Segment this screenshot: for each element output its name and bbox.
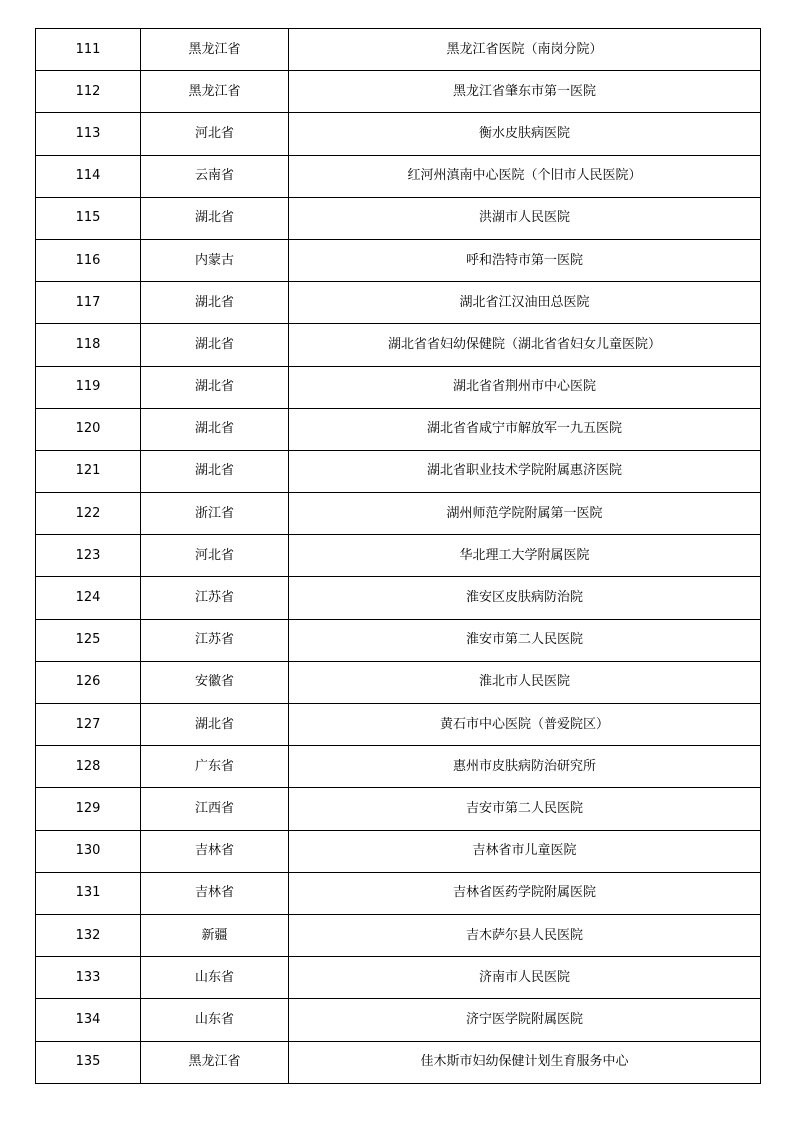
- hospital-name-cell: 吉木萨尔县人民医院: [289, 914, 761, 956]
- province-cell: 湖北省: [141, 324, 289, 366]
- province-cell: 吉林省: [141, 872, 289, 914]
- table-row: [36, 113, 761, 155]
- hospital-name-cell: 黑龙江省医院（南岗分院）: [289, 29, 761, 71]
- row-number-cell: 113: [36, 113, 141, 155]
- row-number-cell: 128: [36, 746, 141, 788]
- table-row: [36, 29, 761, 71]
- row-number-cell: 135: [36, 1041, 141, 1083]
- row-number-cell: 133: [36, 957, 141, 999]
- hospital-name-cell: 黑龙江省肇东市第一医院: [289, 71, 761, 113]
- hospital-name-cell: 湖北省省妇幼保健院（湖北省省妇女儿童医院）: [289, 324, 761, 366]
- table-row: [36, 830, 761, 872]
- hospital-name-cell: 吉林省医药学院附属医院: [289, 872, 761, 914]
- province-cell: 安徽省: [141, 661, 289, 703]
- province-cell: 内蒙古: [141, 239, 289, 281]
- table-row: [36, 197, 761, 239]
- row-number-cell: 121: [36, 450, 141, 492]
- row-number-cell: 123: [36, 535, 141, 577]
- table-row: [36, 282, 761, 324]
- table-row: [36, 450, 761, 492]
- province-cell: 山东省: [141, 999, 289, 1041]
- hospital-name-cell: 佳木斯市妇幼保健计划生育服务中心: [289, 1041, 761, 1083]
- province-cell: 湖北省: [141, 408, 289, 450]
- province-cell: 湖北省: [141, 197, 289, 239]
- table-row: [36, 704, 761, 746]
- hospital-name-cell: 湖州师范学院附属第一医院: [289, 493, 761, 535]
- province-cell: 黑龙江省: [141, 29, 289, 71]
- row-number-cell: 114: [36, 155, 141, 197]
- row-number-cell: 129: [36, 788, 141, 830]
- hospital-name-cell: 黄石市中心医院（普爱院区）: [289, 704, 761, 746]
- row-number-cell: 134: [36, 999, 141, 1041]
- hospital-name-cell: 济宁医学院附属医院: [289, 999, 761, 1041]
- hospital-name-cell: 红河州滇南中心医院（个旧市人民医院）: [289, 155, 761, 197]
- row-number-cell: 132: [36, 914, 141, 956]
- table-row: [36, 71, 761, 113]
- table-row: [36, 957, 761, 999]
- hospital-name-cell: 洪湖市人民医院: [289, 197, 761, 239]
- province-cell: 黑龙江省: [141, 1041, 289, 1083]
- province-cell: 江苏省: [141, 619, 289, 661]
- row-number-cell: 118: [36, 324, 141, 366]
- table-row: [36, 408, 761, 450]
- row-number-cell: 127: [36, 704, 141, 746]
- hospital-table-body: [36, 29, 761, 1084]
- table-row: [36, 746, 761, 788]
- row-number-cell: 125: [36, 619, 141, 661]
- table-row: [36, 366, 761, 408]
- row-number-cell: 111: [36, 29, 141, 71]
- table-row: [36, 535, 761, 577]
- province-cell: 湖北省: [141, 282, 289, 324]
- table-row: [36, 155, 761, 197]
- hospital-name-cell: 济南市人民医院: [289, 957, 761, 999]
- hospital-name-cell: 淮安市第二人民医院: [289, 619, 761, 661]
- province-cell: 浙江省: [141, 493, 289, 535]
- row-number-cell: 119: [36, 366, 141, 408]
- province-cell: 湖北省: [141, 450, 289, 492]
- hospital-name-cell: 吉林省市儿童医院: [289, 830, 761, 872]
- hospital-name-cell: 惠州市皮肤病防治研究所: [289, 746, 761, 788]
- row-number-cell: 115: [36, 197, 141, 239]
- hospital-name-cell: 湖北省江汉油田总医院: [289, 282, 761, 324]
- table-row: [36, 324, 761, 366]
- row-number-cell: 122: [36, 493, 141, 535]
- table-row: [36, 661, 761, 703]
- row-number-cell: 124: [36, 577, 141, 619]
- province-cell: 黑龙江省: [141, 71, 289, 113]
- table-row: [36, 577, 761, 619]
- hospital-name-cell: 呼和浩特市第一医院: [289, 239, 761, 281]
- row-number-cell: 117: [36, 282, 141, 324]
- province-cell: 江西省: [141, 788, 289, 830]
- row-number-cell: 131: [36, 872, 141, 914]
- province-cell: 新疆: [141, 914, 289, 956]
- hospital-name-cell: 湖北省省荆州市中心医院: [289, 366, 761, 408]
- hospital-name-cell: 湖北省职业技术学院附属惠济医院: [289, 450, 761, 492]
- row-number-cell: 116: [36, 239, 141, 281]
- table-row: [36, 872, 761, 914]
- hospital-name-cell: 淮安区皮肤病防治院: [289, 577, 761, 619]
- hospital-name-cell: 吉安市第二人民医院: [289, 788, 761, 830]
- province-cell: 河北省: [141, 113, 289, 155]
- table-row: [36, 493, 761, 535]
- row-number-cell: 130: [36, 830, 141, 872]
- province-cell: 广东省: [141, 746, 289, 788]
- table-row: [36, 999, 761, 1041]
- row-number-cell: 112: [36, 71, 141, 113]
- table-row: [36, 788, 761, 830]
- row-number-cell: 120: [36, 408, 141, 450]
- hospital-table-container: [35, 28, 760, 1084]
- hospital-name-cell: 衡水皮肤病医院: [289, 113, 761, 155]
- province-cell: 湖北省: [141, 366, 289, 408]
- province-cell: 吉林省: [141, 830, 289, 872]
- hospital-name-cell: 华北理工大学附属医院: [289, 535, 761, 577]
- hospital-name-cell: 淮北市人民医院: [289, 661, 761, 703]
- table-row: [36, 914, 761, 956]
- table-row: [36, 619, 761, 661]
- row-number-cell: 126: [36, 661, 141, 703]
- province-cell: 湖北省: [141, 704, 289, 746]
- table-row: [36, 239, 761, 281]
- province-cell: 云南省: [141, 155, 289, 197]
- province-cell: 山东省: [141, 957, 289, 999]
- province-cell: 河北省: [141, 535, 289, 577]
- hospital-table: [35, 28, 761, 1084]
- province-cell: 江苏省: [141, 577, 289, 619]
- table-row: [36, 1041, 761, 1083]
- hospital-name-cell: 湖北省省咸宁市解放军一九五医院: [289, 408, 761, 450]
